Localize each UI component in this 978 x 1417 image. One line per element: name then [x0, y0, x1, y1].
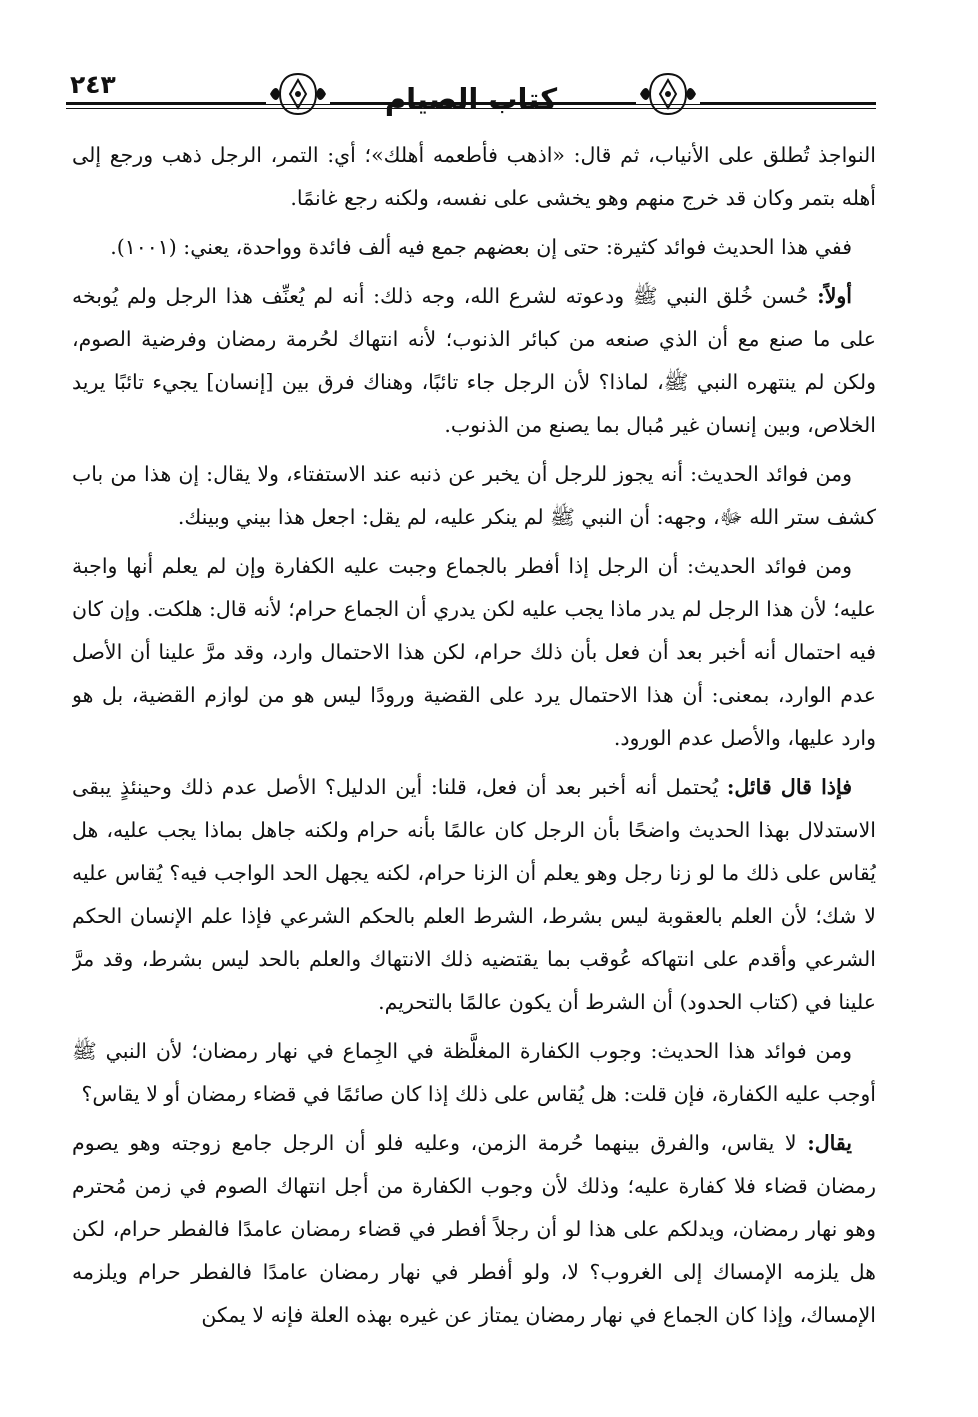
- paragraph-text: لا يقاس، والفرق بينهما حُرمة الزمن، وعليه فلو أن الرجل جامع زوجته وهو يصوم رمضان قضاء فلا كفارة عليه؛ وذلك لأن وجوب الكفارة من أجل انتهاك الصوم في زمن مُحترم وهو نهار رمضان، ويدلكم على هذا لو أن رجلاً أفطر في قضاء رمضان عامدًا فالفطر حرام، لكن هل يلزمه الإمساك إلى الغروب؟ لا، ولو أفطر في نهار رمضان عامدًا فالفطر حرام ويلزمه الإمساك، وإذا كان الجماع في نهار رمضان يمتاز عن غيره بهذه العلة فإنه لا يمكن: [72, 1131, 876, 1327]
- paragraph: [72, 1122, 876, 1337]
- paragraph: [72, 766, 876, 1024]
- paragraph-text: ومن فوائد الحديث: أن الرجل إذا أفطر بالجماع وجبت عليه الكفارة وإن لم يعلم أنها واجبة عليه؛ لأن هذا الرجل لم يدر ماذا يجب عليه لكن يدري أن الجماع حرام؛ لأنه قال: هلكت. وإن كان فيه احتمال أنه أخبر بعد أن فعل بأن ذلك حرام، لكن هذا الاحتمال وارد، وقد مرَّ علينا أن الأصل عدم الوارد، بمعنى: أن هذا الاحتمال يرد على القضية ورودًا ليس هو من لوازم القضية، بل هو وارد عليها، والأصل عدم الورود.: [72, 554, 876, 750]
- paragraph-lead: أولاً:: [817, 284, 852, 308]
- running-title: كتاب الصيام: [384, 82, 558, 116]
- paragraph: [72, 134, 876, 220]
- paragraph-text: النواجذ تُطلق على الأنياب، ثم قال: «اذهب فأطعمه أهلك»؛ أي: التمر، الرجل ذهب ورجع إلى أهله بتمر وكان قد خرج منهم وهو يخشى على نفسه، ولكنه رجع غانمًا.: [72, 143, 876, 210]
- paragraph-text: يُحتمل أنه أخبر بعد أن فعل، قلنا: أين الدليل؟ الأصل عدم ذلك وحينئذٍ يبقى الاستدلال بهذا الحديث واضحًا بأن الرجل كان عالمًا بأنه حرام ولكنه جاهل بماذا يجب عليه، هل يُقاس على ذلك ما لو زنا رجل وهو يعلم أن الزنا حرام، لكنه يجهل الحد الواجب فيه؟ يُقاس عليه لا شك؛ لأن العلم بالعقوبة ليس بشرط، الشرط العلم بالحكم الشرعي فإذا علم الإنسان الحكم الشرعي وأقدم على انتهاكه عُوقب بما يقتضيه ذلك الانتهاك والعلم بالحد ليس بشرط، وقد مرَّ علينا في (كتاب الحدود) أن الشرط أن يكون عالمًا بالتحريم.: [72, 775, 876, 1014]
- paragraph: [72, 1030, 876, 1116]
- page-number: ٢٤٣: [70, 70, 116, 99]
- paragraph: [72, 275, 876, 447]
- paragraph: [72, 453, 876, 539]
- paragraph-text: ففي هذا الحديث فوائد كثيرة: حتى إن بعضهم جمع فيه ألف فائدة وواحدة، يعني: (١٠٠١).: [110, 235, 852, 259]
- paragraph: [72, 545, 876, 760]
- page-header: [66, 62, 876, 124]
- paragraph: [72, 226, 876, 269]
- paragraph-text: ومن فوائد هذا الحديث: وجوب الكفارة المغلَّظة في الجِماع في نهار رمضان؛ لأن النبي ﷺ أوجب عليه الكفارة، فإن قلت: هل يُقاس على ذلك إذا كان صائمًا في قضاء رمضان أو لا يقاس؟: [72, 1039, 876, 1106]
- paragraph-lead: يقال:: [807, 1131, 852, 1155]
- paragraph-text: ومن فوائد الحديث: أنه يجوز للرجل أن يخبر عن ذنبه عند الاستفتاء، ولا يقال: إن هذا من باب كشف ستر الله ﷻ، وجهه: أن النبي ﷺ لم ينكر عليه، لم يقل: اجعل هذا بيني وبينك.: [72, 462, 876, 529]
- paragraph-lead: فإذا قال قائل:: [726, 775, 852, 799]
- body-text: [72, 134, 876, 1404]
- paragraph-text: حُسن خُلق النبي ﷺ ودعوته لشرع الله، وجه ذلك: أنه لم يُعنِّف هذا الرجل ولم يُوبخه على ما صنع مع أن الذي صنعه من كبائر الذنوب؛ لأنه انتهاك لحُرمة رمضان وفرضية الصوم، ولكن لم ينتهره النبي ﷺ، لماذا؟ لأن الرجل جاء تائبًا، وهناك فرق بين [إنسان] يجيء تائبًا يريد الخلاص، وبين إنسان غير مُبال بما يصنع من الذنوب.: [72, 284, 876, 437]
